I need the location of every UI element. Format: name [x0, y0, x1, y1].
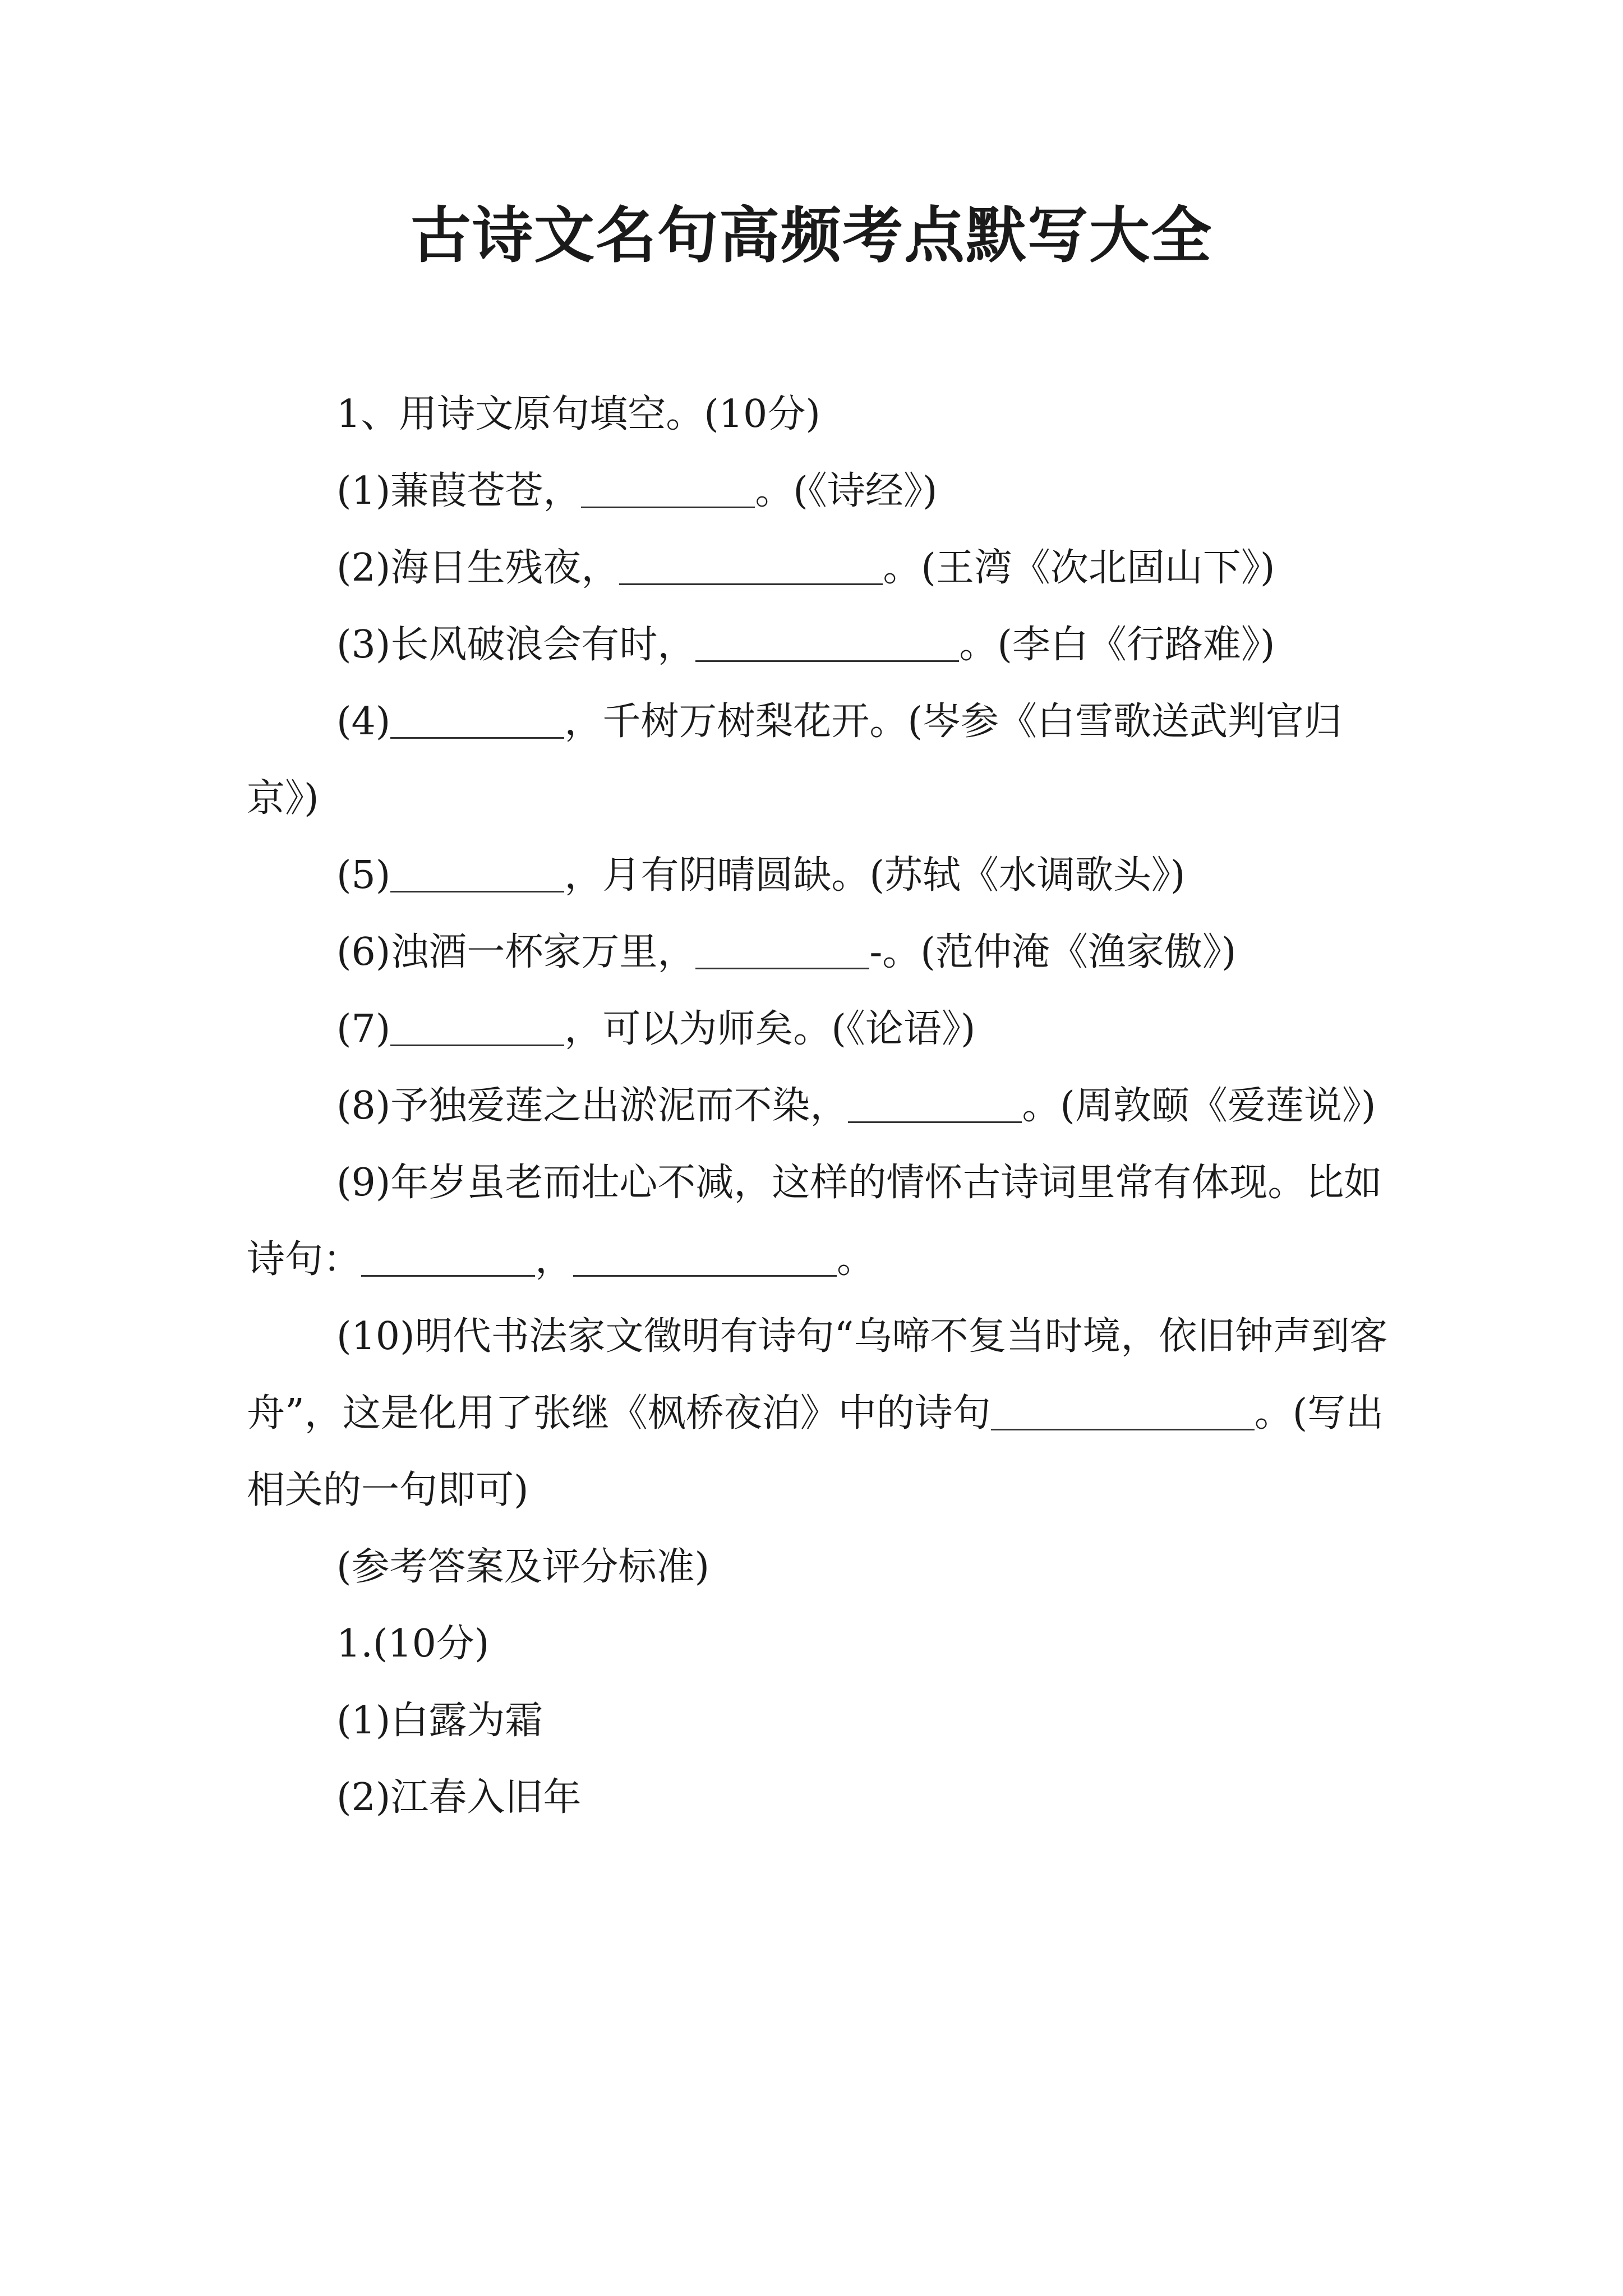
question-item-8 — [247, 1068, 1391, 1144]
item-text: (7) — [336, 1007, 391, 1051]
item-text: (1)蒹葭苍苍， — [336, 469, 582, 513]
answer-blank — [581, 467, 755, 508]
answer-blank — [991, 1389, 1255, 1430]
question-item-4 — [247, 683, 1391, 837]
answer-blank — [390, 1005, 564, 1046]
item-source: -。(范仲淹《渔家傲》) — [869, 930, 1237, 974]
document-body — [247, 376, 1391, 1836]
question-item-1 — [247, 453, 1391, 530]
answers-score: 1.(10分) — [336, 1622, 490, 1666]
question-heading: 1、用诗文原句填空。(10分) — [336, 392, 820, 436]
answer-blank — [573, 1236, 837, 1277]
item-source: 。(《诗经》) — [755, 469, 938, 513]
item-source: ，千树万树梨花开。(岑参《白雪歌送武判官归京》) — [247, 700, 1342, 821]
item-text: (10)明代书法家文徵明有诗句“乌啼不复当时境，依旧钟声到客舟”，这是化用了张继《枫桥夜泊》中的诗句 — [247, 1314, 1388, 1435]
answer-blank — [361, 1236, 535, 1277]
answer-item-2: (2)江春入旧年 — [336, 1775, 582, 1820]
item-text: (8)予独爱莲之出淤泥而不染， — [336, 1084, 849, 1128]
item-source: 。(周敦颐《爱莲说》) — [1022, 1084, 1376, 1128]
answer-blank — [390, 852, 564, 892]
question-item-5 — [247, 837, 1391, 914]
item-note: 。(写出相关的一句即可) — [247, 1391, 1384, 1512]
item-source: 。(李白《行路难》) — [959, 623, 1275, 667]
question-item-2 — [247, 530, 1391, 606]
answer-item-1: (1)白露为霜 — [336, 1699, 543, 1743]
item-text: (4) — [336, 700, 391, 744]
item-source: ，月有阴晴圆缺。(苏轼《水调歌头》) — [564, 853, 1186, 898]
item-text: (2)海日生残夜， — [336, 546, 620, 590]
document-title: 古诗文名句高频考点默写大全 — [410, 200, 1212, 271]
answer-blank — [848, 1082, 1022, 1123]
item-source: 。(王湾《次北固山下》) — [883, 546, 1275, 590]
question-item-10 — [247, 1298, 1391, 1529]
item-text: (3)长风破浪会有时， — [336, 623, 696, 667]
item-end: 。 — [837, 1237, 875, 1282]
answer-blank — [695, 928, 869, 969]
answers-heading: (参考答案及评分标准) — [336, 1545, 710, 1589]
item-text: (6)浊酒一杯家万里， — [336, 930, 696, 974]
item-separator: ， — [535, 1237, 574, 1282]
question-item-6 — [247, 914, 1391, 991]
answer-blank — [390, 698, 564, 739]
item-text: (9)年岁虽老而壮心不减，这样的情怀古诗词里常有体现。比如诗句： — [247, 1161, 1382, 1282]
item-source: ，可以为师矣。(《论语》) — [564, 1007, 976, 1051]
answer-blank — [695, 621, 959, 662]
item-text: (5) — [336, 853, 391, 898]
answer-blank — [619, 544, 883, 585]
question-item-3 — [247, 606, 1391, 683]
question-item-7 — [247, 991, 1391, 1068]
question-item-9 — [247, 1144, 1391, 1298]
